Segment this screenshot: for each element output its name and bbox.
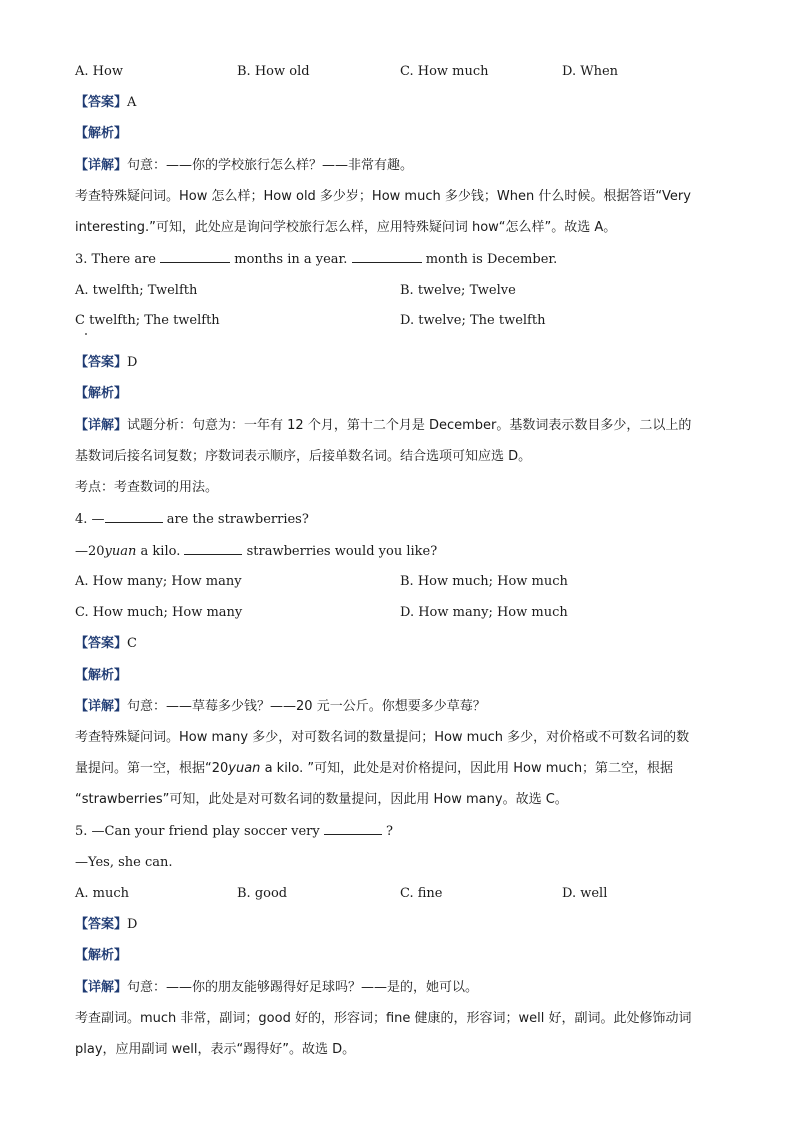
q3-stem-prefix: 3. There are bbox=[75, 252, 156, 267]
q4-detail bbox=[75, 698, 725, 716]
analysis-label: 【解析】 bbox=[75, 126, 128, 141]
detail-label: 【详解】 bbox=[75, 418, 128, 433]
q3-detail-line-1 bbox=[75, 417, 725, 435]
answer-value: D bbox=[127, 355, 138, 370]
answer-label: 【答案】 bbox=[75, 355, 128, 370]
answer-value: A bbox=[127, 95, 137, 110]
detail-text: 句意：——你的学校旅行怎么样？——非常有趣。 bbox=[127, 158, 414, 173]
q3-point: 考点：考查数词的用法。 bbox=[75, 480, 219, 495]
q4-option-c: C. How much; How many bbox=[75, 605, 243, 620]
q4-price: —20 bbox=[75, 544, 105, 559]
answer-label: 【答案】 bbox=[75, 917, 128, 932]
detail-text: 句意：——草莓多少钱？——20 元一公斤。你想要多少草莓？ bbox=[127, 699, 486, 714]
q2-detail bbox=[75, 157, 725, 175]
stray-dot bbox=[85, 333, 87, 335]
q3-option-a: A. twelfth; Twelfth bbox=[75, 283, 198, 298]
q4-stem-mid: a kilo. bbox=[140, 544, 181, 559]
q2-explanation-line-2: interesting.”可知，此处应是询问学校旅行怎么样，应用特殊疑问词 how“怎么样”。故选 A。 bbox=[75, 220, 617, 235]
q4-exp-part-a: 量提问。第一空，根据“20 bbox=[75, 761, 229, 776]
analysis-label: 【解析】 bbox=[75, 386, 128, 401]
q4-analysis-heading bbox=[75, 667, 725, 685]
detail-label: 【详解】 bbox=[75, 980, 128, 995]
q4-exp-part-b: a kilo. ”可知，此处是对价格提问，因此用 How much；第二空，根据 bbox=[264, 761, 674, 776]
analysis-label: 【解析】 bbox=[75, 668, 128, 683]
q5-stem-line-1 bbox=[75, 822, 725, 841]
q2-option-a: A. How bbox=[75, 64, 123, 79]
q4-option-d: D. How many; How much bbox=[400, 605, 568, 620]
q3-answer bbox=[75, 354, 725, 372]
q4-stem-line-1 bbox=[75, 510, 725, 529]
q4-yuan: yuan bbox=[104, 544, 137, 559]
q2-analysis-heading bbox=[75, 125, 725, 143]
answer-value: D bbox=[127, 917, 138, 932]
q5-stem-prefix: 5. —Can your friend play soccer very bbox=[75, 824, 320, 839]
q4-explanation-line-2 bbox=[75, 760, 725, 778]
q5-detail bbox=[75, 979, 725, 997]
answer-label: 【答案】 bbox=[75, 95, 128, 110]
q5-option-b: B. good bbox=[237, 886, 288, 901]
q5-explanation-line-1: 考查副词。much 非常，副词；good 好的，形容词；fine 健康的，形容词；well 好，副词。此处修饰动词 bbox=[75, 1011, 692, 1026]
blank-line bbox=[160, 250, 230, 263]
q2-explanation-line-1: 考查特殊疑问词。How 怎么样；How old 多少岁；How much 多少钱；When 什么时候。根据答语“Very bbox=[75, 189, 691, 204]
q3-stem-suffix: month is December. bbox=[425, 252, 558, 267]
q4-explanation-line-3: “strawberries”可知，此处是对可数名词的数量提问，因此用 How many。故选 C。 bbox=[75, 792, 568, 807]
q4-explanation-line-1: 考查特殊疑问词。How many 多少，对可数名词的数量提问；How much 多少，对价格或不可数名词的数 bbox=[75, 730, 690, 745]
q3-option-d: D. twelve; The twelfth bbox=[400, 313, 546, 328]
q3-stem bbox=[75, 250, 725, 269]
q4-stem-line-2 bbox=[75, 542, 725, 561]
q5-stem-line-2: —Yes, she can. bbox=[75, 855, 173, 870]
q4-stem-suffix-2: strawberries would you like? bbox=[246, 544, 438, 559]
detail-label: 【详解】 bbox=[75, 158, 128, 173]
detail-text: 试题分析：句意为：一年有 12 个月，第十二个月是 December。基数词表示数目多少，二以上的 bbox=[127, 418, 692, 433]
detail-text: 句意：——你的朋友能够踢得好足球吗？——是的，她可以。 bbox=[127, 980, 479, 995]
q4-stem-suffix: are the strawberries? bbox=[166, 512, 309, 527]
q3-detail-line-2: 基数词后接名词复数；序数词表示顺序，后接单数名词。结合选项可知应选 D。 bbox=[75, 449, 532, 464]
q5-option-c: C. fine bbox=[400, 886, 443, 901]
q4-exp-yuan: yuan bbox=[228, 761, 261, 776]
q5-explanation-line-2: play，应用副词 well，表示“踢得好”。故选 D。 bbox=[75, 1042, 356, 1057]
q4-option-a: A. How many; How many bbox=[75, 574, 242, 589]
answer-value: C bbox=[127, 636, 137, 651]
q5-option-d: D. well bbox=[562, 886, 608, 901]
blank-line bbox=[324, 822, 382, 835]
q4-option-b: B. How much; How much bbox=[400, 574, 568, 589]
q5-option-a: A. much bbox=[75, 886, 130, 901]
q3-option-c: C twelfth; The twelfth bbox=[75, 313, 220, 328]
q3-analysis-heading bbox=[75, 385, 725, 403]
q4-answer bbox=[75, 635, 725, 653]
q4-stem-prefix: 4. — bbox=[75, 512, 105, 527]
blank-line bbox=[105, 510, 163, 523]
answer-label: 【答案】 bbox=[75, 636, 128, 651]
q3-option-b: B. twelve; Twelve bbox=[400, 283, 516, 298]
q2-option-d: D. When bbox=[562, 64, 619, 79]
analysis-label: 【解析】 bbox=[75, 948, 128, 963]
q3-stem-mid: months in a year. bbox=[234, 252, 348, 267]
q2-option-b: B. How old bbox=[237, 64, 310, 79]
q2-answer bbox=[75, 94, 725, 112]
q5-analysis-heading bbox=[75, 947, 725, 965]
blank-line bbox=[184, 542, 242, 555]
q5-stem-suffix: ? bbox=[386, 824, 393, 839]
detail-label: 【详解】 bbox=[75, 699, 128, 714]
q5-answer bbox=[75, 916, 725, 934]
q2-option-c: C. How much bbox=[400, 64, 489, 79]
blank-line bbox=[352, 250, 422, 263]
